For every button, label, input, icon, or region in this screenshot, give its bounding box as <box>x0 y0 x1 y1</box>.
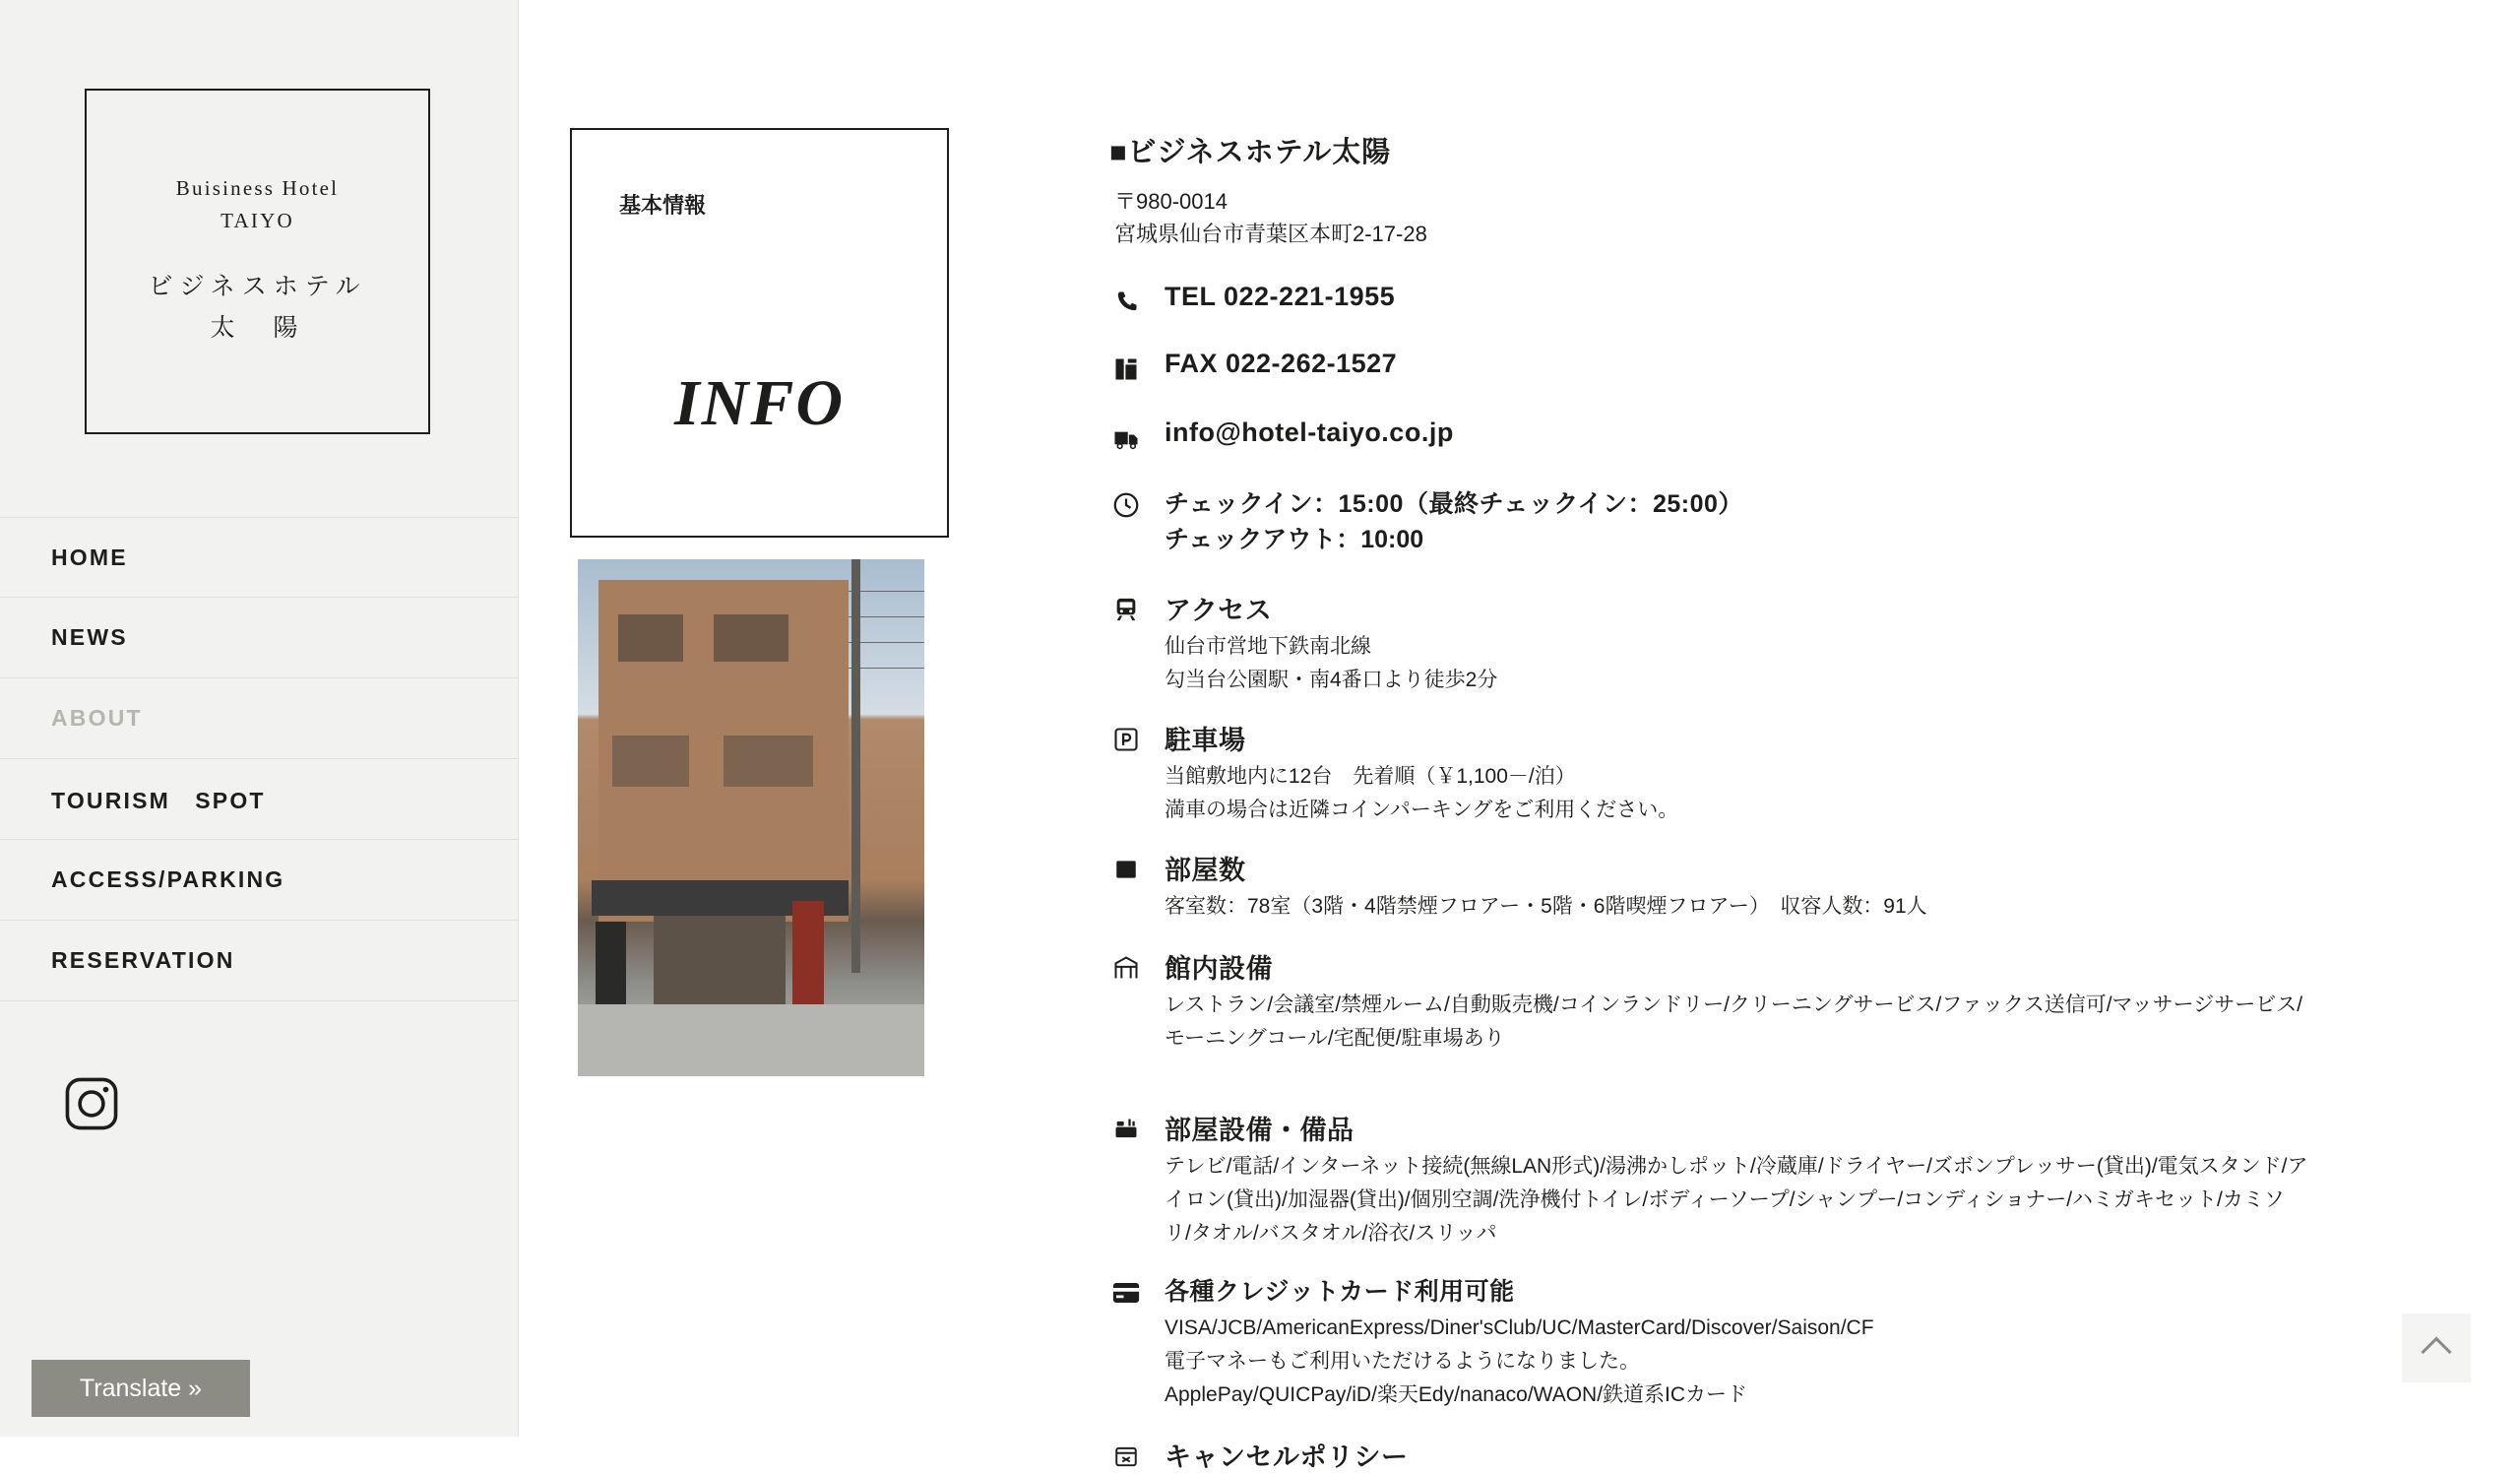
sidebar <box>0 0 519 1437</box>
sidebar-item-label: ABOUT <box>51 705 143 731</box>
info-card-label: 基本情報 <box>619 193 707 218</box>
main-content <box>519 0 2520 1472</box>
address: 宮城県仙台市青葉区本町2-17-28 <box>1114 222 1427 246</box>
info-card-title: INFO <box>673 367 846 439</box>
fax-icon <box>1109 352 1143 386</box>
amenities-title: 部屋設備・備品 <box>1165 1116 1354 1145</box>
cancel-title: キャンセルポリシー <box>1165 1442 1409 1472</box>
logo-japanese-line1: ビジネスホテル <box>148 273 367 300</box>
credit-card-icon <box>1109 1276 1143 1310</box>
phone-icon <box>1109 286 1143 319</box>
sidebar-item-news[interactable] <box>0 598 519 678</box>
credit-line1: VISA/JCB/AmericanExpress/Diner'sClub/UC/MasterCard/Discover/Saison/CF <box>1165 1316 1874 1339</box>
amenities-line3: リ/タオル/バスタオル/浴衣/スリッパ <box>1165 1222 1497 1246</box>
instagram-icon[interactable] <box>61 1073 122 1134</box>
credit-line2: 電子マネーもご利用いただけるようになりました。 <box>1165 1350 1640 1374</box>
sidebar-item-about[interactable] <box>0 678 519 759</box>
credit-line3: ApplePay/QUICPay/iD/楽天Edy/nanaco/WAON/鉄道系ICカード <box>1165 1383 1748 1407</box>
fax-value: FAX 022-262-1527 <box>1165 349 1398 378</box>
translate-button-label: Translate » <box>79 1374 203 1402</box>
sidebar-item-access-parking[interactable] <box>0 840 519 921</box>
rooms-line1: 客室数：78室（3階・4階禁煙フロアー・5階・6階喫煙フロアー） 収容人数：91人 <box>1165 895 1927 918</box>
building-facility-icon <box>1109 951 1143 985</box>
arrow-up-icon <box>2421 1336 2451 1367</box>
credit-title: 各種クレジットカード利用可能 <box>1165 1278 1515 1306</box>
translate-button[interactable] <box>32 1360 250 1417</box>
parking-icon <box>1109 723 1143 756</box>
logo-english-line2: TAIYO <box>220 209 294 232</box>
logo-japanese-line2: 太 陽 <box>210 315 305 343</box>
sidebar-item-label: ACCESS/PARKING <box>51 866 285 892</box>
sidebar-item-label: TOURISM SPOT <box>51 788 266 813</box>
sidebar-item-label: RESERVATION <box>51 947 235 973</box>
postal-code: 〒980-0014 <box>1114 189 1228 214</box>
amenities-lines <box>1165 1150 2484 1250</box>
access-line1: 仙台市営地下鉄南北線 <box>1165 635 1371 658</box>
sidebar-item-label: NEWS <box>51 624 128 650</box>
logo-english <box>176 172 339 236</box>
access-lines <box>1165 630 2484 697</box>
mail-send-icon <box>1109 421 1143 455</box>
email-value[interactable]: info@hotel-taiyo.co.jp <box>1165 417 1454 447</box>
info-card <box>570 128 949 538</box>
access-title: アクセス <box>1165 596 1273 625</box>
parking-title: 駐車場 <box>1165 726 1246 755</box>
room-icon <box>1109 853 1143 886</box>
hotel-name: ■ビジネスホテル太陽 <box>1109 137 1392 168</box>
parking-line1: 当館敷地内に12台 先着順（￥1,100－/泊） <box>1165 765 1576 788</box>
access-line2: 勾当台公園駅・南4番口より徒歩2分 <box>1165 669 1498 692</box>
rooms-title: 部屋数 <box>1165 856 1246 885</box>
amenities-icon <box>1109 1113 1143 1146</box>
credit-lines <box>1165 1312 2484 1412</box>
back-to-top-button[interactable] <box>2402 1314 2471 1382</box>
facilities-line2: モーニングコール/宅配便/駐車場あり <box>1165 1027 1505 1051</box>
clock-icon <box>1109 488 1143 522</box>
logo-japanese <box>148 267 366 351</box>
facilities-lines <box>1165 989 2484 1056</box>
hotel-exterior-photo <box>578 559 924 1076</box>
train-icon <box>1109 593 1143 626</box>
sidebar-item-reservation[interactable] <box>0 921 519 1001</box>
main-navigation <box>0 517 519 1001</box>
facilities-title: 館内設備 <box>1165 954 1273 984</box>
parking-line2: 満車の場合は近隣コインパーキングをご利用ください。 <box>1165 799 1679 822</box>
checkin-value: チェックイン：15:00（最終チェックイン：25:00） <box>1165 490 1743 518</box>
parking-lines <box>1165 760 2484 827</box>
sidebar-item-home[interactable] <box>0 517 519 598</box>
logo-english-line1: Buisiness Hotel <box>175 176 340 201</box>
cancel-calendar-icon <box>1109 1440 1143 1473</box>
sidebar-item-label: HOME <box>51 544 128 570</box>
site-logo[interactable] <box>85 89 430 434</box>
sidebar-item-tourism-spot[interactable] <box>0 759 519 840</box>
amenities-line1: テレビ/電話/インターネット接続(無線LAN形式)/湯沸かしポット/冷蔵庫/ドライヤー/ズボンプレッサー(貸出)/電気スタンド/ア <box>1165 1155 2308 1178</box>
facilities-line1: レストラン/会議室/禁煙ルーム/自動販売機/コインランドリー/クリーニングサービス/ファックス送信可/マッサージサービス/ <box>1165 993 2303 1016</box>
amenities-line2: イロン(貸出)/加湿器(貸出)/個別空調/洗浄機付トイレ/ボディーソープ/シャンプー/コンディショナー/ハミガキセット/カミソ <box>1165 1188 2285 1212</box>
tel-value[interactable]: TEL 022-221-1955 <box>1165 282 1396 311</box>
checkout-value: チェックアウト：10:00 <box>1165 526 1424 553</box>
